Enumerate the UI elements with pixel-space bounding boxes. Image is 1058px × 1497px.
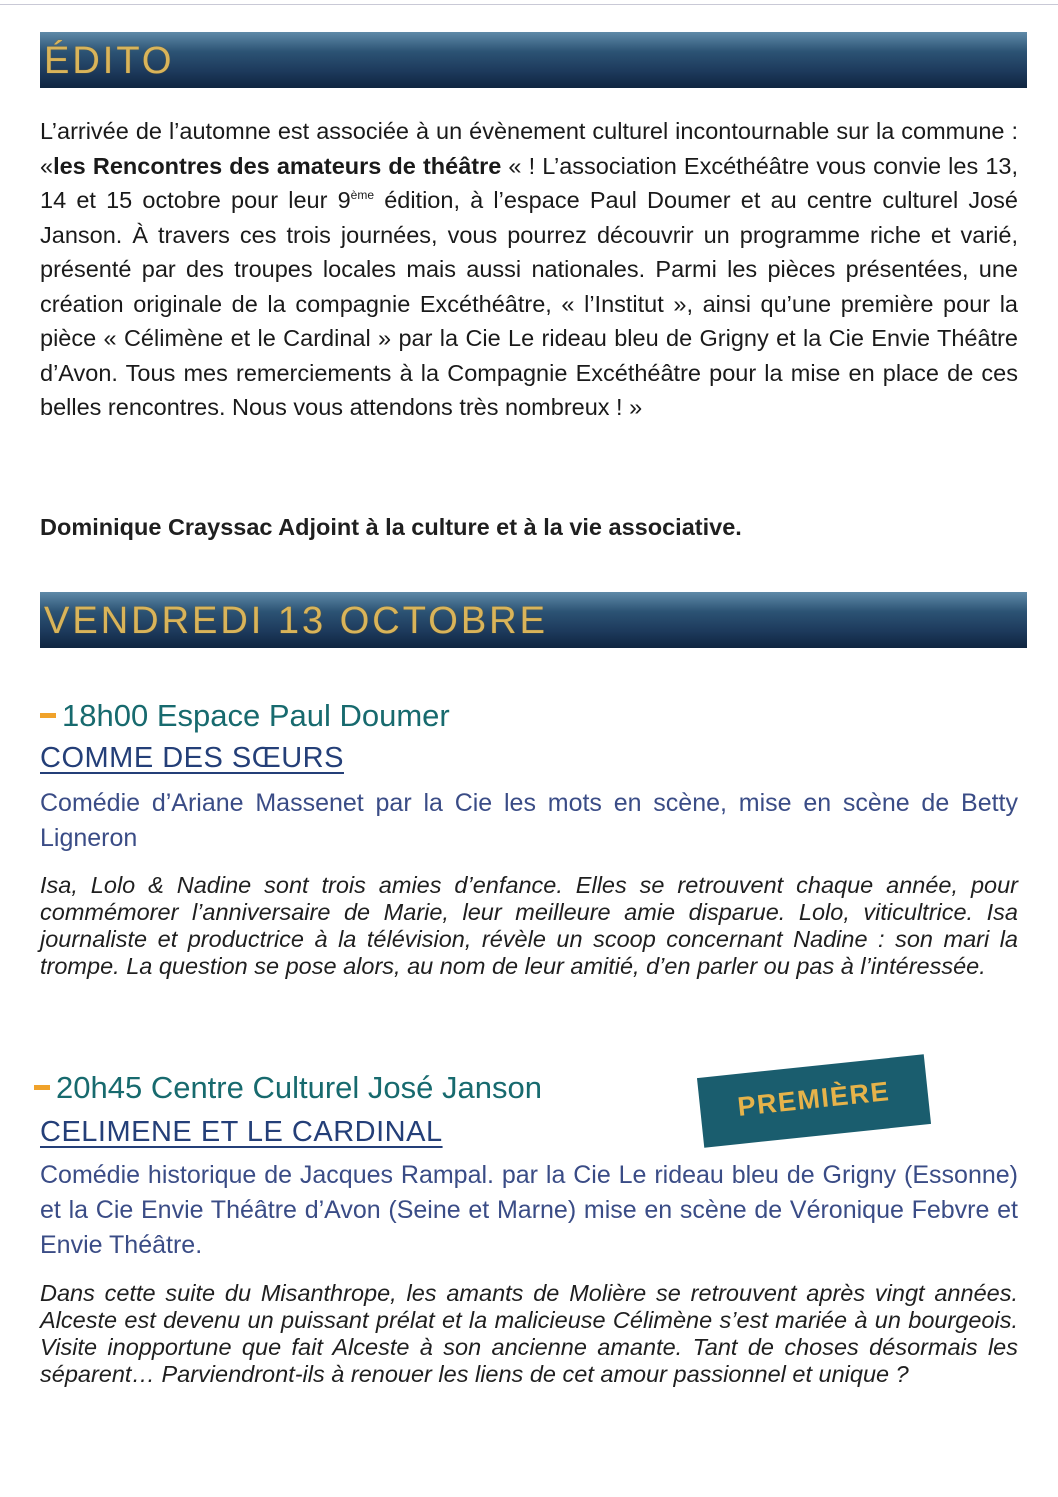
- edito-signature: Dominique Crayssac Adjoint à la culture et à la vie associative.: [40, 514, 742, 540]
- edito-text-part-1: L’arrivée de l’automne est associée à un évènement culturel incontournable sur la commune : «: [40, 118, 1018, 179]
- edito-superscript: ème: [350, 188, 375, 203]
- event-1-description: Comédie d’Ariane Massenet par la Cie les mots en scène, mise en scène de Betty Ligneron: [40, 789, 1018, 852]
- edito-text-part-3: édition, à l’espace Paul Doumer et au centre culturel José Janson. À travers ces trois journées, vous pourrez découvrir un programme riche et varié, présenté par des troupes locales mais aussi nationales. Parmi les pièces présentées, une création originale de la compagnie Excéthéâtre, « l’Institut », ainsi qu’une première pour la pièce « Célimène et le Cardinal » par la Cie Le rideau bleu de Grigny et la Cie Envie Théâtre d’Avon. Tous mes remerciements à la Compagnie Excéthéâtre pour la mise en place de ces belles rencontres. Nous vous attendons très nombreux ! »: [40, 187, 1018, 420]
- friday-heading: VENDREDI 13 OCTOBRE: [44, 600, 548, 642]
- friday-heading-band: [40, 592, 1027, 648]
- edito-paragraph: [40, 114, 1018, 425]
- event-2-title: CELIMENE ET LE CARDINAL: [40, 1116, 443, 1148]
- event-1-title: COMME DES SŒURS: [40, 742, 344, 774]
- event-2-time-place: [34, 1070, 542, 1106]
- top-rule: [0, 4, 1058, 5]
- edito-heading: ÉDITO: [44, 40, 175, 82]
- orange-dash-icon: [40, 713, 56, 718]
- event-1-time-place-text: 18h00 Espace Paul Doumer: [62, 698, 450, 733]
- event-2-time-place-text: 20h45 Centre Culturel José Janson: [56, 1070, 542, 1105]
- event-1-time-place: [40, 698, 450, 734]
- edito-text-part-2: « ! L’association Excéthéâtre vous convie les 13, 14 et 15 octobre pour leur 9: [40, 152, 1018, 213]
- event-2-description: Comédie historique de Jacques Rampal. par la Cie Le rideau bleu de Grigny (Essonne) et la Cie Envie Théâtre d’Avon (Seine et Marne) mise en scène de Véronique Febvre et Envie Théâtre.: [40, 1161, 1018, 1259]
- premiere-badge-label: PREMIÈRE: [736, 1076, 892, 1122]
- event-1-synopsis: Isa, Lolo & Nadine sont trois amies d’enfance. Elles se retrouvent chaque année, pour commémorer l’anniversaire de Marie, leur meilleure amie disparue. Lolo, viticultrice. Isa journaliste et productrice à la télévision, révèle un scoop concernant Nadine : son mari la trompe. La question se pose alors, au nom de leur amitié, d’en parler ou pas à l’intéressée.: [40, 872, 1018, 979]
- orange-dash-icon: [34, 1085, 50, 1090]
- event-2-synopsis: Dans cette suite du Misanthrope, les amants de Molière se retrouvent après vingt années. Alceste est devenu un puissant prélat et la malicieuse Célimène s’est mariée à un bourgeois. Visite inopportune que fait Alceste à son ancienne amante. Tant de choses désormais les séparent… Parviendront-ils à renouer les liens de cet amour passionnel et unique ?: [40, 1280, 1018, 1387]
- premiere-badge: [697, 1054, 931, 1147]
- edito-heading-band: [40, 32, 1027, 88]
- edito-bold-text: les Rencontres des amateurs de théâtre: [53, 152, 502, 179]
